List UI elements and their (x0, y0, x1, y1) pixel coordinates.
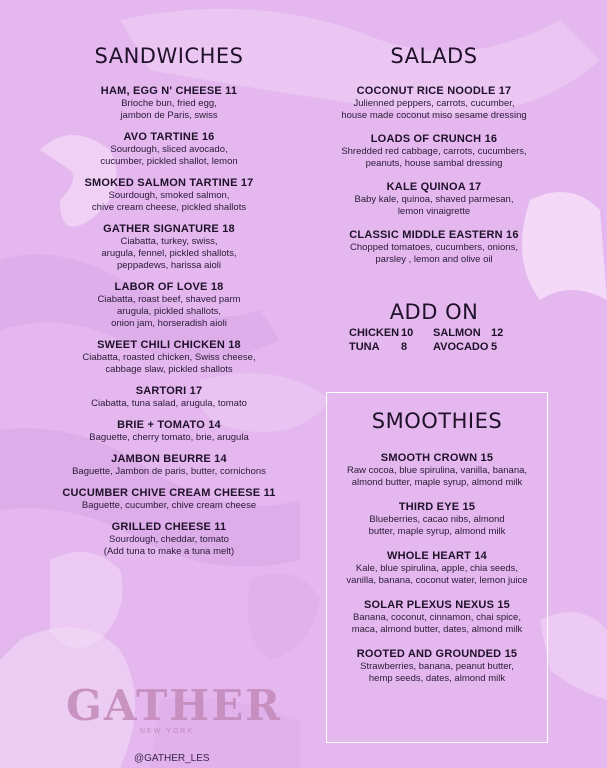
item-name: CLASSIC MIDDLE EASTERN 16 (349, 229, 519, 241)
item-description: Ciabatta, turkey, swiss, arugula, fennel, pickled shallots, peppadews, harissa aioli (101, 236, 237, 271)
item-name: SWEET CHILI CHICKEN 18 (97, 339, 241, 351)
item-name: KALE QUINOA 17 (386, 181, 482, 193)
item-description: Raw cocoa, blue spirulina, vanilla, banana, almond butter, maple syrup, almond milk (346, 465, 528, 488)
menu-item (320, 228, 548, 266)
item-name: GRILLED CHEESE 11 (111, 521, 227, 533)
item-name: JAMBON BEURRE 14 (111, 453, 227, 465)
item-name: LABOR OF LOVE 18 (114, 281, 224, 293)
salads-section (320, 44, 548, 276)
item-description: Kale, blue spirulina, apple, chia seeds, vanilla, banana, coconut water, lemon juice (346, 563, 528, 586)
item-description: Julienned peppers, carrots, cucumber, house made coconut miso sesame dressing (341, 98, 527, 121)
item-name: ROOTED AND GROUNDED 15 (356, 648, 518, 660)
addon-price: 12 (491, 327, 504, 339)
menu-item (320, 132, 548, 170)
sandwiches-section (58, 44, 280, 566)
addon-name: SALMON (433, 327, 481, 339)
item-description: Brioche bun, fried egg, jambon de Paris, swiss (120, 98, 218, 121)
smoothies-section (326, 392, 548, 743)
addon-price: 8 (401, 341, 408, 353)
menu-item (327, 451, 547, 489)
item-name: SARTORI 17 (135, 385, 203, 397)
item-name: COCONUT RICE NOODLE 17 (356, 85, 512, 97)
menu-item (58, 280, 280, 330)
item-description: Banana, coconut, cinnamon, chai spice, maca, almond butter, dates, almond milk (351, 612, 523, 635)
menu-item (58, 222, 280, 272)
addon-price: 5 (491, 341, 498, 353)
menu-item (58, 338, 280, 376)
item-name: THIRD EYE 15 (398, 501, 476, 513)
item-name: AVO TARTINE 16 (123, 131, 215, 143)
item-name: SMOKED SALMON TARTINE 17 (84, 177, 254, 189)
item-name: WHOLE HEART 14 (387, 550, 487, 562)
addon-list (320, 326, 548, 354)
instagram-handle: @GATHER_LES (134, 753, 210, 764)
item-description: Chopped tomatoes, cucumbers, onions, parsley , lemon and olive oil (350, 242, 518, 265)
menu-item (320, 84, 548, 122)
menu-item (58, 384, 280, 410)
addon-price: 10 (401, 327, 414, 339)
item-description: Ciabatta, tuna salad, arugula, tomato (91, 398, 247, 409)
item-name: SOLAR PLEXUS NEXUS 15 (363, 599, 510, 611)
menu-item (327, 549, 547, 587)
item-name: BRIE + TOMATO 14 (117, 419, 221, 431)
item-description: Baguette, cherry tomato, brie, arugula (89, 432, 249, 443)
logo-subtitle: NEW YORK (140, 728, 194, 735)
item-name: SMOOTH CROWN 15 (380, 452, 494, 464)
item-name: HAM, EGG N' CHEESE 11 (100, 85, 238, 97)
item-description: Baguette, Jambon de paris, butter, cornichons (72, 466, 266, 477)
menu-item (58, 452, 280, 478)
logo-wordmark: GATHER (66, 681, 283, 730)
item-name: CUCUMBER CHIVE CREAM CHEESE 11 (62, 487, 276, 499)
item-description: Shredded red cabbage, carrots, cucumbers, peanuts, house sambal dressing (341, 146, 527, 169)
addon-name: CHICKEN (349, 327, 400, 339)
addon-heading: ADD ON (389, 300, 479, 324)
item-name: LOADS OF CRUNCH 16 (370, 133, 498, 145)
menu-item (58, 176, 280, 214)
item-description: Strawberries, banana, peanut butter, hemp seeds, dates, almond milk (360, 661, 514, 684)
item-description: Blueberries, cacao nibs, almond butter, maple syrup, almond milk (368, 514, 506, 537)
salads-heading: SALADS (390, 44, 478, 68)
addon-name: AVOCADO (433, 341, 489, 353)
item-description: Baby kale, quinoa, shaved parmesan, lemon vinaigrette (354, 194, 514, 217)
item-name: GATHER SIGNATURE 18 (103, 223, 235, 235)
menu-item (58, 486, 280, 512)
item-description: Ciabatta, roasted chicken, Swiss cheese, cabbage slaw, pickled shallots (82, 352, 256, 375)
item-description: Sourdough, sliced avocado, cucumber, pickled shallot, lemon (100, 144, 238, 167)
menu-item (327, 647, 547, 685)
item-description: Ciabatta, roast beef, shaved parm arugula, pickled shallots, onion jam, horseradish aioli (97, 294, 241, 329)
menu-item (58, 130, 280, 168)
menu-item (58, 84, 280, 122)
addon-section (320, 300, 548, 354)
menu-item (58, 520, 280, 558)
sandwiches-list (58, 84, 280, 558)
menu-item (58, 418, 280, 444)
smoothies-heading: SMOOTHIES (371, 409, 503, 433)
item-description: Baguette, cucumber, chive cream cheese (81, 500, 257, 511)
item-description: Sourdough, cheddar, tomato (Add tuna to make a tuna melt) (103, 534, 235, 557)
item-description: Sourdough, smoked salmon, chive cream cheese, pickled shallots (91, 190, 247, 213)
gather-logo (66, 681, 283, 735)
sandwiches-heading: SANDWICHES (94, 44, 244, 68)
addon-name: TUNA (349, 341, 380, 353)
menu-item (320, 180, 548, 218)
menu-item (327, 500, 547, 538)
menu-item (327, 598, 547, 636)
